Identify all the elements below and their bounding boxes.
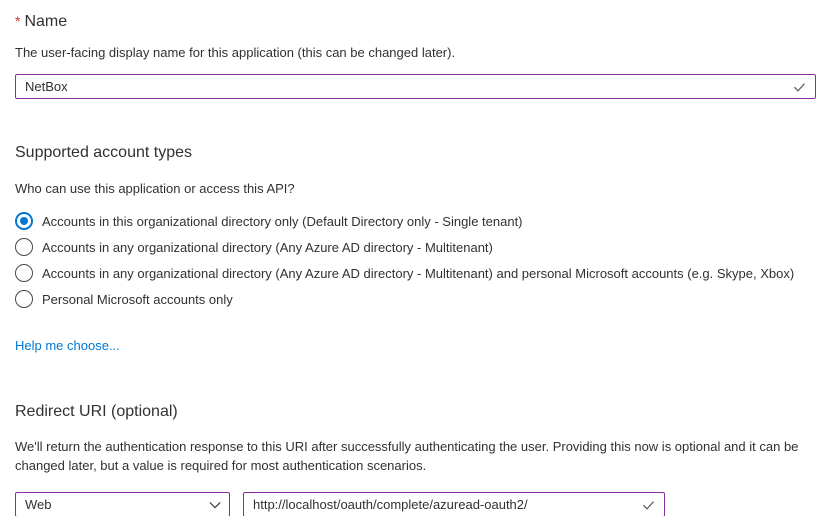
supported-account-types-section [15, 142, 815, 355]
name-title-text: Name [24, 13, 68, 30]
help-me-choose-link[interactable]: Help me choose... [15, 338, 120, 353]
name-section-title [15, 11, 815, 32]
redirect-uri-input-container [243, 492, 665, 516]
redirect-uri-description: We'll return the authentication response to this URI after successfully authenticating the user. Providing this now is optional and it can be changed later, but a value is required for most authentication scenarios. [15, 439, 799, 473]
platform-select[interactable] [15, 492, 230, 516]
redirect-uri-title: Redirect URI (optional) [15, 403, 178, 420]
account-types-title: Supported account types [15, 144, 193, 161]
account-type-radio-group [15, 208, 815, 312]
radio-unselected-icon[interactable] [15, 264, 33, 282]
redirect-uri-section [15, 401, 815, 516]
radio-selected-icon[interactable] [15, 212, 33, 230]
account-types-question: Who can use this application or access this API? [15, 181, 295, 196]
name-input[interactable] [16, 75, 815, 98]
radio-option-single-tenant[interactable] [15, 208, 815, 234]
radio-option-label: Personal Microsoft accounts only [42, 291, 233, 307]
radio-option-label: Accounts in any organizational directory (Any Azure AD directory - Multitenant) [42, 239, 493, 255]
redirect-uri-controls [15, 492, 815, 516]
redirect-uri-input[interactable] [244, 493, 664, 516]
radio-option-personal-only[interactable] [15, 286, 815, 312]
platform-select-value: Web [25, 497, 52, 512]
name-section [15, 11, 815, 99]
radio-option-multitenant-personal[interactable] [15, 260, 815, 286]
name-description: The user-facing display name for this application (this can be changed later). [15, 45, 456, 60]
radio-option-label: Accounts in any organizational directory (Any Azure AD directory - Multitenant) and personal Microsoft accounts (e.g. Skype, Xbox) [42, 265, 795, 281]
radio-option-label: Accounts in this organizational directory only (Default Directory only - Single tenant) [42, 213, 523, 229]
chevron-down-icon [208, 498, 222, 512]
name-input-container [15, 74, 816, 99]
radio-option-multitenant[interactable] [15, 234, 815, 260]
radio-unselected-icon[interactable] [15, 290, 33, 308]
required-asterisk: * [15, 13, 21, 29]
radio-unselected-icon[interactable] [15, 238, 33, 256]
